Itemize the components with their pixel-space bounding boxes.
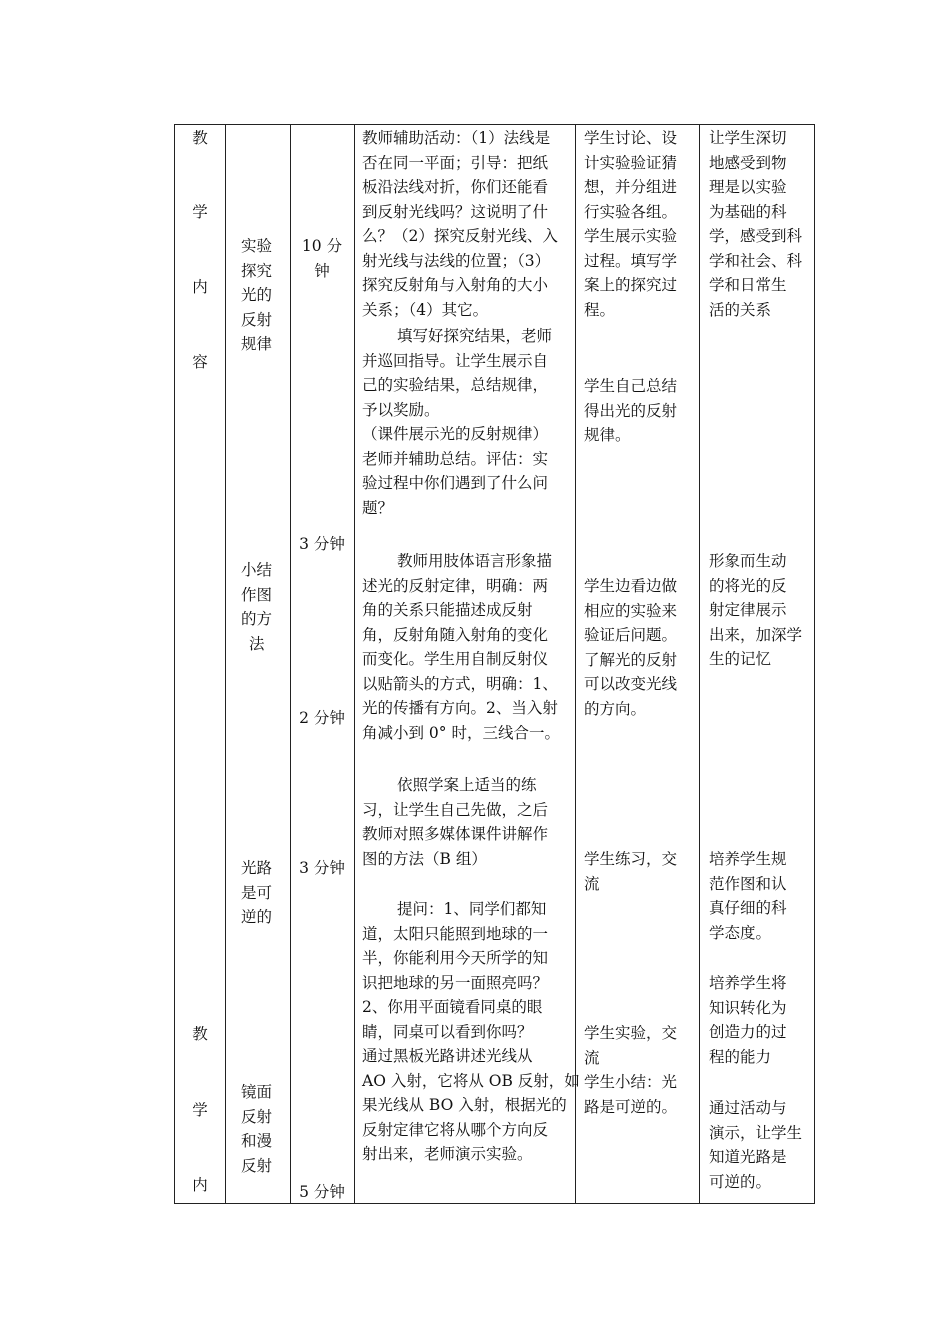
intent-line: 真仔细的科 xyxy=(709,899,787,917)
topic-line: 光的 xyxy=(241,286,273,304)
time-label: 3 分钟 xyxy=(299,859,345,877)
teacher-line: 识把地球的另一面照亮吗？ xyxy=(362,973,549,992)
topic-line: 和漫 xyxy=(241,1132,273,1150)
student-line: 案上的探究过 xyxy=(584,276,678,294)
student-line: 相应的实验来 xyxy=(584,601,678,620)
student-line: 规律。 xyxy=(584,426,631,444)
student-line: 的方向。 xyxy=(584,699,647,718)
time-label: 钟 xyxy=(314,261,330,280)
student-line: 学生小结：光 xyxy=(584,1073,678,1091)
intent-line: 的将光的反 xyxy=(709,576,787,595)
section-char: 内 xyxy=(192,1176,208,1194)
intent-line: 程的能力 xyxy=(709,1047,772,1066)
time-label: 2 分钟 xyxy=(299,709,345,727)
topic-line: 作图 xyxy=(241,585,273,604)
teacher-line: 半，你能利用今天所学的知 xyxy=(362,949,549,967)
intent-line: 学，感受到科 xyxy=(709,227,803,245)
intent-line: 创造力的过 xyxy=(709,1023,787,1041)
student-line: 可以改变光线 xyxy=(584,675,678,693)
intent-line: 可逆的。 xyxy=(709,1172,772,1191)
section-char: 教 xyxy=(192,1025,208,1043)
section-char: 学 xyxy=(192,203,208,221)
intent-line: 理是以实验 xyxy=(709,178,787,196)
student-line: 流 xyxy=(584,874,600,893)
teacher-line: 射出来，老师演示实验。 xyxy=(362,1145,533,1163)
column-divider xyxy=(699,124,700,1204)
student-line: 计实验验证猜 xyxy=(584,153,678,172)
teacher-line: 予以奖励。 xyxy=(362,400,440,419)
teacher-line: 图的方法（B 组） xyxy=(362,849,487,868)
topic-line: 镜面 xyxy=(241,1083,273,1101)
intent-line: 培养学生将 xyxy=(709,974,787,992)
intent-line: 学和日常生 xyxy=(709,276,787,294)
topic-line: 反射 xyxy=(241,1156,273,1175)
teacher-line: 光的传播有方向。2、当入射 xyxy=(362,699,558,717)
intent-line: 生的记忆 xyxy=(709,650,772,668)
teacher-line: 道，太阳只能照到地球的一 xyxy=(362,924,549,943)
intent-line: 形象而生动 xyxy=(709,552,787,570)
column-divider xyxy=(354,124,355,1204)
intent-line: 通过活动与 xyxy=(709,1099,787,1117)
student-line: 程。 xyxy=(584,300,616,319)
teacher-line: 关系；（4）其它。 xyxy=(362,300,489,319)
time-label: 10 分 xyxy=(301,237,343,255)
teacher-line: （课件展示光的反射规律） xyxy=(362,425,549,443)
intent-line: 知道光路是 xyxy=(709,1148,787,1166)
section-char: 内 xyxy=(192,278,208,296)
topic-line: 小结 xyxy=(241,561,273,579)
intent-line: 射定律展示 xyxy=(709,601,787,619)
teacher-line: 果光线从 BO 入射，根据光的 xyxy=(362,1096,567,1114)
teacher-line: 到反射光线吗？这说明了什 xyxy=(362,202,549,221)
teacher-line: 2、你用平面镜看同桌的眼 xyxy=(362,998,543,1016)
teacher-line: 通过黑板光路讲述光线从 xyxy=(362,1047,533,1065)
teacher-line: 题？ xyxy=(362,498,394,517)
student-line: 了解光的反射 xyxy=(584,650,678,669)
topic-line: 逆的 xyxy=(241,908,273,926)
teacher-line: 己的实验结果，总结规律， xyxy=(362,376,549,394)
student-line: 流 xyxy=(584,1048,600,1067)
teacher-line: 述光的反射定律，明确：两 xyxy=(362,576,549,595)
teacher-line: 以贴箭头的方式，明确：1、 xyxy=(362,674,558,693)
student-line: 想，并分组进 xyxy=(584,178,678,196)
intent-line: 知识转化为 xyxy=(709,998,787,1017)
teacher-line: 探究反射角与入射角的大小 xyxy=(362,276,549,294)
student-line: 学生练习，交 xyxy=(584,850,678,868)
topic-line: 实验 xyxy=(241,237,273,255)
time-label: 5 分钟 xyxy=(299,1183,345,1201)
teacher-line: 角的关系只能描述成反射 xyxy=(362,601,533,619)
teacher-line: 射光线与法线的位置；（3） xyxy=(362,251,551,270)
column-divider xyxy=(225,124,226,1204)
topic-line: 是可 xyxy=(241,883,273,902)
student-line: 学生展示实验 xyxy=(584,227,678,245)
topic-line: 光路 xyxy=(241,859,273,877)
teacher-line: 角减小到 0° 时，三线合一。 xyxy=(362,723,560,742)
teacher-line: 习，让学生自己先做，之后 xyxy=(362,800,549,819)
time-label: 3 分钟 xyxy=(299,535,345,553)
teacher-line: 而变化。学生用自制反射仪 xyxy=(362,650,549,668)
teacher-line: AO 入射，它将从 OB 反射，如 xyxy=(362,1071,580,1090)
intent-line: 学态度。 xyxy=(709,923,772,942)
topic-line: 反射 xyxy=(241,310,273,329)
student-line: 学生讨论、设 xyxy=(584,129,678,147)
section-char: 学 xyxy=(192,1101,208,1119)
teacher-line: 板沿法线对折，你们还能看 xyxy=(362,178,549,196)
intent-line: 为基础的科 xyxy=(709,202,787,221)
teacher-line: 睛，同桌可以看到你吗？ xyxy=(362,1022,533,1041)
topic-line: 反射 xyxy=(241,1107,273,1126)
teacher-line: 验过程中你们遇到了什么问 xyxy=(362,474,549,492)
topic-line: 法 xyxy=(249,634,265,653)
intent-line: 培养学生规 xyxy=(709,850,787,868)
intent-line: 演示，让学生 xyxy=(709,1123,803,1142)
teacher-line: 教师对照多媒体课件讲解作 xyxy=(362,825,549,843)
topic-line: 的方 xyxy=(241,610,273,628)
student-line: 学生实验，交 xyxy=(584,1024,678,1042)
intent-line: 出来，加深学 xyxy=(709,625,803,644)
teacher-line: 老师并辅助总结。评估：实 xyxy=(362,449,549,468)
topic-line: 探究 xyxy=(241,261,273,280)
student-line: 学生自己总结 xyxy=(584,377,678,395)
teacher-line: 反射定律它将从哪个方向反 xyxy=(362,1120,549,1139)
teacher-line: 提问：1、同学们都知 xyxy=(397,900,547,918)
intent-line: 学和社会、科 xyxy=(709,251,803,270)
intent-line: 活的关系 xyxy=(709,300,772,319)
teacher-line: 否在同一平面；引导：把纸 xyxy=(362,153,549,172)
column-divider xyxy=(575,124,576,1204)
intent-line: 范作图和认 xyxy=(709,874,787,893)
section-char: 容 xyxy=(192,353,208,371)
student-line: 学生边看边做 xyxy=(584,577,678,595)
intent-line: 地感受到物 xyxy=(709,153,787,172)
teacher-line: 教师用肢体语言形象描 xyxy=(397,552,553,570)
teacher-line: 并巡回指导。让学生展示自 xyxy=(362,351,549,370)
student-line: 过程。填写学 xyxy=(584,251,678,270)
teacher-line: 依照学案上适当的练 xyxy=(397,776,537,794)
student-line: 路是可逆的。 xyxy=(584,1097,678,1116)
student-line: 行实验各组。 xyxy=(584,202,678,221)
student-line: 得出光的反射 xyxy=(584,401,678,420)
teacher-line: 教师辅助活动：（1）法线是 xyxy=(362,129,551,147)
topic-line: 规律 xyxy=(241,335,273,353)
column-divider xyxy=(290,124,291,1204)
teacher-line: 么？（2）探究反射光线、入 xyxy=(362,227,558,245)
student-line: 验证后问题。 xyxy=(584,626,678,644)
teacher-line: 填写好探究结果，老师 xyxy=(397,327,553,345)
section-char: 教 xyxy=(192,129,208,147)
intent-line: 让学生深切 xyxy=(709,129,787,147)
teacher-line: 角，反射角随入射角的变化 xyxy=(362,625,549,644)
